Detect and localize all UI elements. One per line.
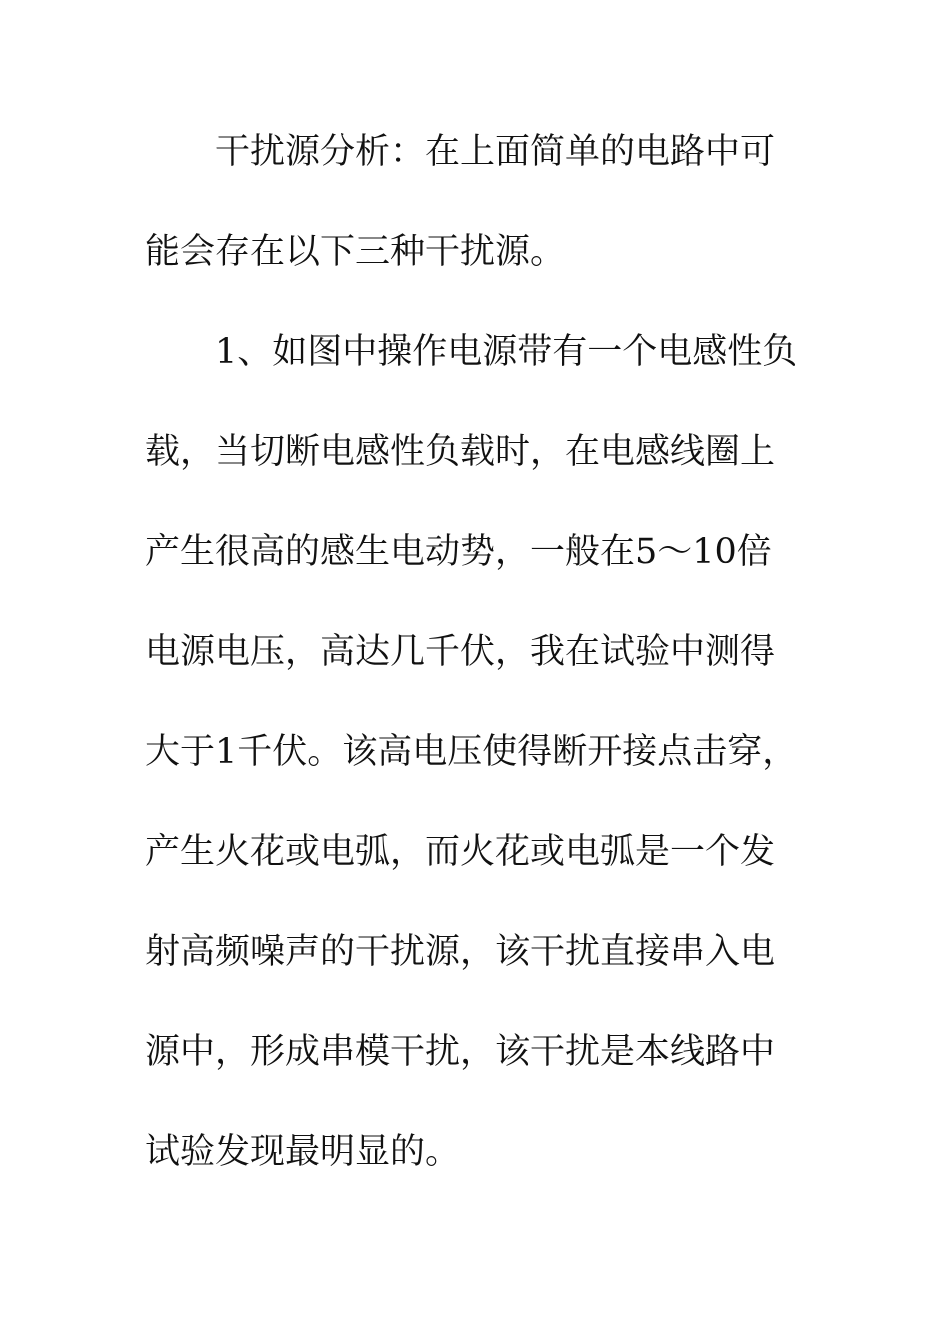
paragraph-2-line-4: 电源电压，高达几千伏，我在试验中测得 xyxy=(145,632,776,672)
paragraph-2-line-7: 射高频噪声的干扰源，该干扰直接串入电 xyxy=(145,932,776,972)
paragraph-1-line-2: 能会存在以下三种干扰源。 xyxy=(145,232,566,272)
paragraph-2-line-2: 载，当切断电感性负载时，在电感线圈上 xyxy=(145,432,776,472)
paragraph-2-line-1: 1、如图中操作电源带有一个电感性负 xyxy=(215,332,798,372)
paragraph-2-line-6: 产生火花或电弧，而火花或电弧是一个发 xyxy=(145,832,776,872)
paragraph-2-line-5: 大于1千伏。该高电压使得断开接点击穿， xyxy=(145,732,798,772)
paragraph-2-line-3: 产生很高的感生电动势，一般在5～10倍 xyxy=(145,532,772,572)
paragraph-2-line-8: 源中，形成串模干扰，该干扰是本线路中 xyxy=(145,1032,776,1072)
paragraph-1-line-1: 干扰源分析：在上面简单的电路中可 xyxy=(215,132,776,172)
paragraph-2-line-9: 试验发现最明显的。 xyxy=(145,1132,461,1172)
